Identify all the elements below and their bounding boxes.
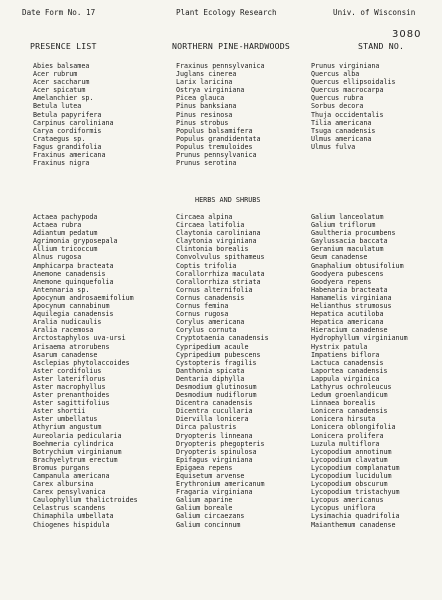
species-entry: Antennaria sp. bbox=[33, 285, 90, 294]
species-entry: Quercus macrocarpa bbox=[311, 86, 384, 95]
species-entry: Hamamelis virginiana bbox=[311, 293, 392, 302]
form-number: Date Form No. 17 bbox=[22, 8, 96, 17]
species-entry: Aster prenanthoides bbox=[33, 391, 110, 400]
species-entry: Corylus cornuta bbox=[176, 326, 237, 335]
species-entry: Cystopteris fragilis bbox=[176, 358, 257, 367]
species-entry: Dryopteris phegopteris bbox=[176, 439, 265, 448]
species-entry: Allium tricoccum bbox=[33, 245, 98, 254]
species-entry: Dentaria diphylla bbox=[176, 374, 245, 383]
species-entry: Galium concinnum bbox=[176, 520, 241, 529]
species-entry: Celastrus scandens bbox=[33, 504, 106, 513]
species-entry: Tsuga canadensis bbox=[311, 126, 376, 135]
species-entry: Cypripedium pubescens bbox=[176, 350, 261, 359]
species-entry: Claytonia caroliniana bbox=[176, 229, 261, 238]
species-entry: Habenaria bracteata bbox=[311, 285, 388, 294]
species-entry: Epigaea repens bbox=[176, 463, 233, 472]
species-entry: Crataegus sp. bbox=[33, 134, 86, 143]
species-entry: Lycopus uniflora bbox=[311, 504, 376, 513]
species-entry: Claytonia virginiana bbox=[176, 237, 257, 246]
species-entry: Pinus strobus bbox=[176, 118, 229, 127]
species-entry: Cornus femina bbox=[176, 302, 229, 311]
species-entry: Boehmeria cylindrica bbox=[33, 439, 114, 448]
species-entry: Equisetum arvense bbox=[176, 472, 245, 480]
species-entry: Goodyera repens bbox=[311, 277, 372, 286]
species-entry: Coptis trifolia bbox=[176, 261, 237, 270]
species-entry: Quercus rubra bbox=[311, 94, 364, 103]
species-entry: Actaea rubra bbox=[33, 221, 82, 230]
species-entry: Galium circaezans bbox=[176, 512, 245, 521]
species-entry: Maianthemum canadense bbox=[311, 520, 396, 529]
university-name: Univ. of Wisconsin bbox=[333, 8, 416, 17]
herbs-column-1 bbox=[33, 213, 138, 529]
species-entry: Asclepias phytolaccoides bbox=[33, 358, 130, 367]
species-entry: Hieracium canadense bbox=[311, 326, 388, 335]
species-entry: Thuja occidentalis bbox=[311, 110, 384, 119]
species-entry: Anemone quinquefolia bbox=[33, 277, 114, 286]
species-entry: Betula papyrifera bbox=[33, 110, 102, 119]
species-entry: Alnus rugosa bbox=[33, 253, 82, 262]
species-entry: Populus grandidentata bbox=[176, 134, 261, 143]
species-entry: Prunus virginiana bbox=[311, 62, 380, 70]
species-entry: Carex pensylvanica bbox=[33, 488, 106, 497]
species-entry: Lycopodium annotinum bbox=[311, 447, 392, 456]
species-entry: Botrychium virginianum bbox=[33, 447, 122, 456]
species-entry: Lonicera prolifera bbox=[311, 431, 384, 440]
species-entry: Apocynum androsaemifolium bbox=[33, 293, 134, 302]
species-entry: Corallorrhiza maculata bbox=[176, 269, 265, 278]
trees-column-3 bbox=[311, 62, 396, 151]
species-entry: Arctostaphylos uva-ursi bbox=[33, 334, 126, 343]
species-entry: Lycopodium clavatum bbox=[311, 455, 388, 464]
species-entry: Lactuca canadensis bbox=[311, 358, 384, 367]
organization-name: Plant Ecology Research bbox=[176, 8, 277, 17]
species-entry: Luzula multiflora bbox=[311, 439, 380, 448]
species-entry: Lathyrus ochroleucus bbox=[311, 382, 392, 391]
species-entry: Galium boreale bbox=[176, 504, 233, 513]
species-entry: Actaea pachypoda bbox=[33, 213, 98, 221]
species-entry: Hepatica americana bbox=[311, 318, 384, 327]
species-entry: Lycopodium lucidulum bbox=[311, 472, 392, 480]
species-entry: Acer spicatum bbox=[33, 86, 86, 95]
species-entry: Campanula americana bbox=[33, 472, 110, 480]
species-entry: Aureolaria pedicularia bbox=[33, 431, 122, 440]
species-entry: Adiantum pedatum bbox=[33, 229, 98, 238]
trees-column-2 bbox=[176, 62, 265, 167]
species-entry: Laportea canadensis bbox=[311, 366, 388, 375]
species-entry: Fagus grandifolia bbox=[33, 142, 102, 151]
species-entry: Abies balsamea bbox=[33, 62, 90, 70]
species-entry: Fraxinus americana bbox=[33, 151, 106, 160]
species-entry: Lappula virginica bbox=[311, 374, 380, 383]
species-entry: Quercus alba bbox=[311, 70, 360, 79]
species-entry: Apocynum cannabinum bbox=[33, 302, 110, 311]
species-entry: Quercus ellipsoidalis bbox=[311, 78, 396, 87]
species-entry: Athyrium angustum bbox=[33, 423, 102, 432]
species-entry: Arisaema atrorubens bbox=[33, 342, 110, 351]
species-entry: Aquilegia canadensis bbox=[33, 310, 114, 319]
community-title: NORTHERN PINE-HARDWOODS bbox=[172, 41, 290, 51]
species-entry: Fraxinus pennsylvanica bbox=[176, 62, 265, 70]
species-entry: Diervilla lonicera bbox=[176, 415, 249, 424]
species-entry: Fraxinus nigra bbox=[33, 159, 90, 168]
species-entry: Desmodium nudiflorum bbox=[176, 391, 257, 400]
species-entry: Pinus resinosa bbox=[176, 110, 233, 119]
species-entry: Linnaea borealis bbox=[311, 399, 376, 408]
herbs-shrubs-title: HERBS AND SHRUBS bbox=[195, 196, 261, 204]
species-entry: Dryopteris spinulosa bbox=[176, 447, 257, 456]
species-entry: Chiogenes hispidula bbox=[33, 520, 110, 529]
species-entry: Clintonia borealis bbox=[176, 245, 249, 254]
trees-column-1 bbox=[33, 62, 114, 167]
herbs-column-3 bbox=[311, 213, 408, 529]
species-entry: Larix laricina bbox=[176, 78, 233, 87]
species-entry: Gnaphalium obtusifolium bbox=[311, 261, 404, 270]
species-entry: Aralia nudicaulis bbox=[33, 318, 102, 327]
species-entry: Galium aparine bbox=[176, 496, 233, 505]
species-entry: Gaultheria procumbens bbox=[311, 229, 396, 238]
species-entry: Ulmus americana bbox=[311, 134, 372, 143]
species-entry: Prunus pennsylvanica bbox=[176, 151, 257, 160]
species-entry: Sorbus decora bbox=[311, 102, 364, 111]
species-entry: Betula lutea bbox=[33, 102, 82, 111]
species-entry: Lysimachia quadrifolia bbox=[311, 512, 400, 521]
species-entry: Lonicera hirsuta bbox=[311, 415, 376, 424]
species-entry: Corylus americana bbox=[176, 318, 245, 327]
species-entry: Bromus purgans bbox=[33, 463, 90, 472]
species-entry: Picea glauca bbox=[176, 94, 225, 103]
species-entry: Juglans cinerea bbox=[176, 70, 237, 79]
species-entry: Circaea latifolia bbox=[176, 221, 245, 230]
species-entry: Carpinus caroliniana bbox=[33, 118, 114, 127]
species-entry: Aster lateriflorus bbox=[33, 374, 106, 383]
species-entry: Amphicarpa bracteata bbox=[33, 261, 114, 270]
species-entry: Aster shortii bbox=[33, 407, 86, 416]
species-entry: Impatiens biflora bbox=[311, 350, 380, 359]
species-entry: Gaylussacia baccata bbox=[311, 237, 388, 246]
species-entry: Cornus alternifolia bbox=[176, 285, 253, 294]
species-entry: Populus tremuloides bbox=[176, 142, 253, 151]
species-entry: Prunus serotina bbox=[176, 159, 237, 168]
species-entry: Aster macrophyllus bbox=[33, 382, 106, 391]
species-entry: Agrimonia gryposepala bbox=[33, 237, 118, 246]
species-entry: Cornus rugosa bbox=[176, 310, 229, 319]
species-entry: Epifagus virginiana bbox=[176, 455, 253, 464]
species-entry: Chimaphila umbellata bbox=[33, 512, 114, 521]
species-entry: Pinus banksiana bbox=[176, 102, 237, 111]
species-entry: Acer rubrum bbox=[33, 70, 78, 79]
species-entry: Convolvulus spithameus bbox=[176, 253, 265, 262]
species-entry: Geranium maculatum bbox=[311, 245, 384, 254]
species-entry: Aralia racemosa bbox=[33, 326, 94, 335]
species-entry: Helianthus strumosus bbox=[311, 302, 392, 311]
species-entry: Anemone canadensis bbox=[33, 269, 106, 278]
species-entry: Dicentra cucullaria bbox=[176, 407, 253, 416]
species-entry: Danthonia spicata bbox=[176, 366, 245, 375]
stand-number-value: 3080 bbox=[392, 29, 422, 40]
species-entry: Lycopodium tristachyum bbox=[311, 488, 400, 497]
species-entry: Lycopodium obscurum bbox=[311, 480, 388, 489]
species-entry: Aster sagittifolius bbox=[33, 399, 110, 408]
species-entry: Aster cordifolius bbox=[33, 366, 102, 375]
species-entry: Lycopus americanus bbox=[311, 496, 384, 505]
species-entry: Corallorrhiza striata bbox=[176, 277, 261, 286]
species-entry: Desmodium glutinosum bbox=[176, 382, 257, 391]
species-entry: Cryptotaenia canadensis bbox=[176, 334, 269, 343]
species-entry: Galium triflorum bbox=[311, 221, 376, 230]
species-entry: Geum canadense bbox=[311, 253, 368, 262]
species-entry: Asarum canadense bbox=[33, 350, 98, 359]
species-entry: Tilia americana bbox=[311, 118, 372, 127]
species-entry: Amelanchier sp. bbox=[33, 94, 94, 103]
species-entry: Aster umbellatus bbox=[33, 415, 98, 424]
species-entry: Galium lanceolatum bbox=[311, 213, 384, 221]
species-entry: Carex albursina bbox=[33, 480, 94, 489]
species-entry: Circaea alpina bbox=[176, 213, 233, 221]
species-entry: Acer saccharum bbox=[33, 78, 90, 87]
species-entry: Dicentra canadensis bbox=[176, 399, 253, 408]
species-entry: Caulophyllum thalictroides bbox=[33, 496, 138, 505]
species-entry: Ostrya virginiana bbox=[176, 86, 245, 95]
stand-number-label: STAND NO. bbox=[358, 41, 405, 51]
species-entry: Brachyelytrum erectum bbox=[33, 455, 118, 464]
herbs-column-2 bbox=[176, 213, 269, 529]
species-entry: Dryopteris linneana bbox=[176, 431, 253, 440]
presence-list-title: PRESENCE LIST bbox=[30, 41, 97, 51]
species-entry: Carya cordiformis bbox=[33, 126, 102, 135]
species-entry: Erythronium americanum bbox=[176, 480, 265, 489]
species-entry: Fragaria virginiana bbox=[176, 488, 253, 497]
species-entry: Cypripedium acaule bbox=[176, 342, 249, 351]
species-entry: Populus balsamifera bbox=[176, 126, 253, 135]
species-entry: Goodyera pubescens bbox=[311, 269, 384, 278]
species-entry: Hydrophyllum virginianum bbox=[311, 334, 408, 343]
species-entry: Lonicera canadensis bbox=[311, 407, 388, 416]
species-entry: Hepatica acutiloba bbox=[311, 310, 384, 319]
species-entry: Cornus canadensis bbox=[176, 293, 245, 302]
species-entry: Dirca palustris bbox=[176, 423, 237, 432]
species-entry: Ulmus fulva bbox=[311, 142, 356, 151]
species-entry: Lonicera oblongifolia bbox=[311, 423, 396, 432]
species-entry: Hystrix patula bbox=[311, 342, 368, 351]
species-entry: Ledum groenlandicum bbox=[311, 391, 388, 400]
species-entry: Lycopodium complanatum bbox=[311, 463, 400, 472]
